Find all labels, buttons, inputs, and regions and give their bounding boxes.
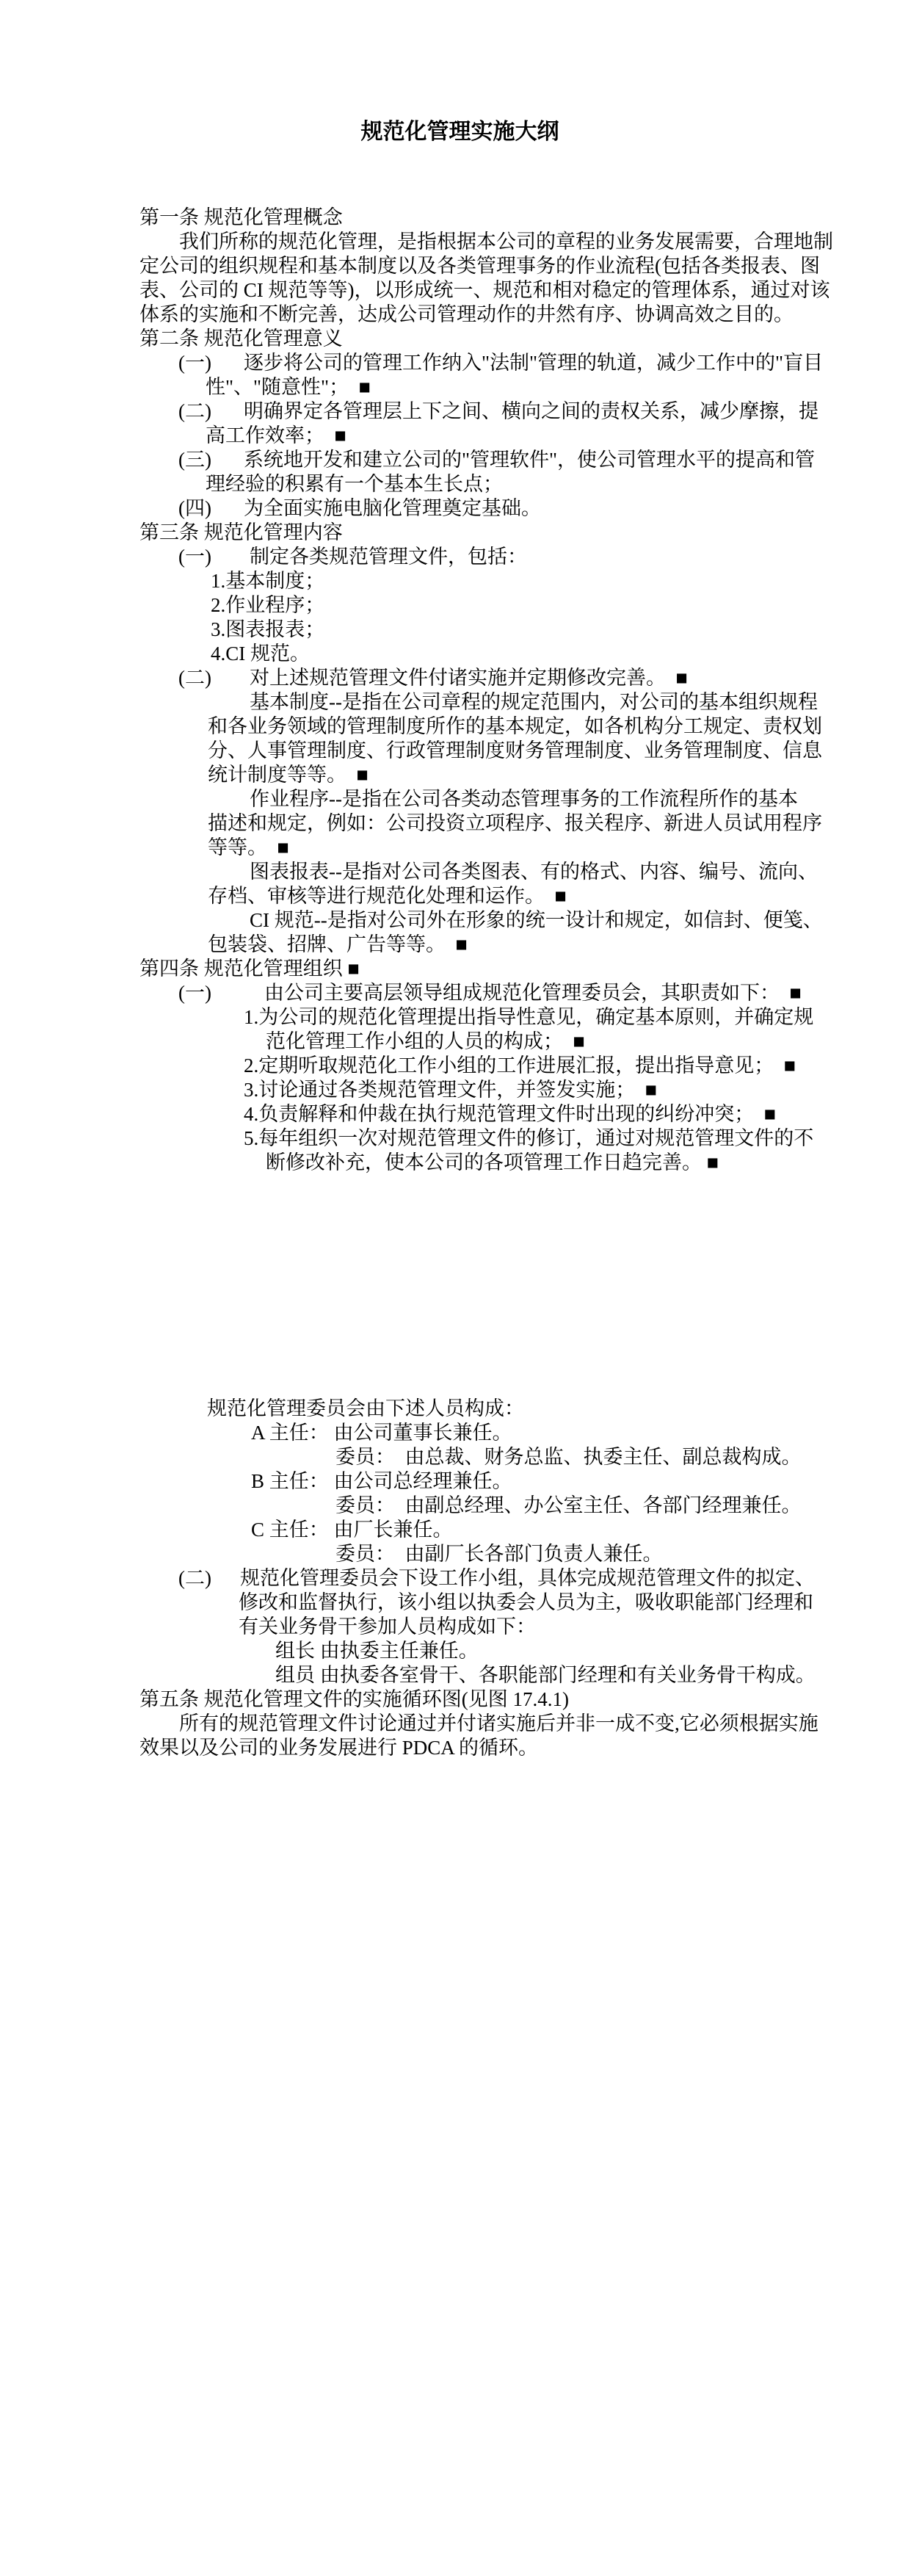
- text-run: 由公司主要高层领导组成规范化管理委员会，其职责如下： ■: [264, 982, 802, 1004]
- text-run: 委员： 由总裁、财务总监、执委主任、副总裁构成。: [335, 1446, 802, 1468]
- text-run: 定公司的组织规程和基本制度以及各类管理事务的作业流程(包括各类报表、图: [139, 255, 820, 277]
- text-line: [0, 1615, 911, 1639]
- text-run: 组员 由执委各室骨干、各职能部门经理和有关业务骨干构成。: [275, 1664, 816, 1686]
- text-run: 逐步将公司的管理工作纳入"法制"管理的轨道，减少工作中的"盲目: [244, 352, 824, 374]
- text-line: [0, 230, 911, 254]
- text-line: [0, 1102, 911, 1126]
- text-run: 我们所称的规范化管理，是指根据本公司的章程的业务发展需要，合理地制: [179, 231, 833, 253]
- text-run: 4.CI 规范。: [211, 643, 310, 665]
- text-run: 基本制度--是指在公司章程的规定范围内，对公司的基本组织规程: [250, 691, 818, 713]
- list-item-label: (三): [178, 449, 211, 471]
- text-line: [0, 1078, 911, 1102]
- text-run: 3.讨论通过各类规范管理文件，并签发实施； ■: [244, 1079, 658, 1101]
- text-line: [0, 1151, 911, 1175]
- text-run: 系统地开发和建立公司的"管理软件"，使公司管理水平的提高和管: [244, 449, 816, 471]
- text-line: [0, 884, 911, 908]
- text-line: [0, 811, 911, 836]
- text-line: [0, 1518, 911, 1542]
- text-line: [0, 424, 911, 448]
- text-run: 第一条 规范化管理概念: [139, 206, 343, 228]
- text-run: 表、公司的 CI 规范等等)，以形成统一、规范和相对稳定的管理体系，通过对该: [139, 279, 830, 301]
- text-run: 所有的规范管理文件讨论通过并付诸实施后并非一成不变,它必须根据实施: [179, 1712, 819, 1734]
- text-run: 组长 由执委主任兼任。: [275, 1640, 479, 1662]
- text-run: 1.为公司的规范化管理提出指导性意见，确定基本原则，并确定规: [244, 1006, 814, 1028]
- text-line: [0, 1639, 911, 1663]
- text-line: [0, 496, 911, 521]
- text-run: 高工作效率； ■: [206, 424, 346, 446]
- text-run: 和各业务领域的管理制度所作的基本规定，如各机构分工规定、责权划: [208, 715, 822, 737]
- text-run: 制定各类规范管理文件，包括：: [250, 546, 527, 568]
- text-run: 为全面实施电脑化管理奠定基础。: [244, 497, 541, 519]
- text-run: 描述和规定，例如：公司投资立项程序、报关程序、新进人员试用程序: [208, 812, 822, 834]
- text-line: [0, 1712, 911, 1736]
- text-line: [0, 908, 911, 933]
- text-line: [0, 714, 911, 739]
- document-body: [0, 206, 911, 1760]
- text-run: B 主任： 由公司总经理兼任。: [251, 1470, 512, 1492]
- text-line: [0, 981, 911, 1005]
- text-run: 性"、"随意性"； ■: [206, 376, 371, 398]
- text-line: [0, 399, 911, 424]
- text-run: 委员： 由副总经理、办公室主任、各部门经理兼任。: [335, 1494, 802, 1516]
- list-item-label: (二): [178, 1567, 211, 1589]
- text-run: 图表报表--是指对公司各类图表、有的格式、内容、编号、流向、: [250, 861, 818, 883]
- text-run: 2.定期听取规范化工作小组的工作进展汇报，提出指导意见； ■: [244, 1054, 796, 1077]
- text-run: CI 规范--是指对公司外在形象的统一设计和规定，如信封、便笺、: [250, 909, 823, 931]
- text-run: 2.作业程序；: [211, 594, 325, 616]
- text-run: 规范化管理委员会由下述人员构成：: [207, 1397, 524, 1419]
- text-line: [0, 1566, 911, 1591]
- text-line: [0, 618, 911, 642]
- list-item-label: (一): [178, 546, 211, 568]
- text-line: [0, 521, 911, 545]
- list-item-label: (二): [178, 400, 211, 422]
- text-line: [0, 1445, 911, 1469]
- text-run: 第二条 规范化管理意义: [139, 328, 343, 350]
- text-run: 第五条 规范化管理文件的实施循环图(见图 17.4.1): [139, 1688, 569, 1710]
- text-run: 范化管理工作小组的人员的构成； ■: [266, 1030, 585, 1052]
- text-run: 对上述规范管理文件付诸实施并定期修改完善。 ■: [250, 667, 688, 689]
- text-line: [0, 642, 911, 666]
- text-line: [0, 860, 911, 884]
- text-run: 1.基本制度；: [211, 570, 325, 592]
- text-line: [0, 1469, 911, 1494]
- text-run: 修改和监督执行，该小组以执委会人员为主，吸收职能部门经理和: [239, 1591, 813, 1613]
- text-run: A 主任： 由公司董事长兼任。: [251, 1422, 512, 1444]
- text-line: [0, 1591, 911, 1615]
- text-line: [0, 206, 911, 230]
- vertical-gap: [0, 1175, 911, 1397]
- text-run: 作业程序--是指在公司各类动态管理事务的工作流程所作的基本: [250, 788, 798, 810]
- text-run: 第四条 规范化管理组织 ■: [139, 958, 360, 980]
- page-title: 规范化管理实施大纲: [360, 120, 559, 144]
- text-line: [0, 1687, 911, 1712]
- list-item-label: (一): [178, 352, 211, 374]
- text-run: 规范化管理委员会下设工作小组，具体完成规范管理文件的拟定、: [240, 1567, 815, 1589]
- text-line: [0, 690, 911, 714]
- list-item-label: (四): [178, 497, 211, 519]
- text-run: 分、人事管理制度、行政管理制度财务管理制度、业务管理制度、信息: [208, 739, 822, 761]
- text-line: [0, 1126, 911, 1151]
- text-line: [0, 763, 911, 787]
- text-run: 委员： 由副厂长各部门负责人兼任。: [335, 1543, 663, 1565]
- text-line: [0, 545, 911, 569]
- text-line: [0, 1494, 911, 1518]
- text-line: [0, 303, 911, 327]
- list-item-label: (二): [178, 667, 211, 689]
- text-line: [0, 375, 911, 399]
- text-line: [0, 666, 911, 690]
- text-run: 断修改补充，使本公司的各项管理工作日趋完善。 ■: [266, 1151, 719, 1173]
- text-run: 5.每年组织一次对规范管理文件的修订，通过对规范管理文件的不: [244, 1127, 814, 1149]
- text-run: 包装袋、招牌、广告等等。 ■: [208, 933, 468, 955]
- text-line: [0, 836, 911, 860]
- text-run: 理经验的积累有一个基本生长点；: [206, 473, 503, 495]
- text-run: 效果以及公司的业务发展进行 PDCA 的循环。: [139, 1737, 539, 1759]
- text-run: 存档、审核等进行规范化处理和运作。 ■: [208, 885, 567, 907]
- list-item-label: (一): [178, 982, 211, 1004]
- text-run: C 主任： 由厂长兼任。: [251, 1519, 453, 1541]
- text-line: [0, 1542, 911, 1566]
- text-line: [0, 739, 911, 763]
- text-line: [0, 1030, 911, 1054]
- text-line: [0, 254, 911, 278]
- text-run: 体系的实施和不断完善，达成公司管理动作的井然有序、协调高效之目的。: [139, 303, 794, 325]
- text-run: 第三条 规范化管理内容: [139, 521, 343, 543]
- text-line: [0, 448, 911, 472]
- text-line: [0, 1054, 911, 1078]
- text-line: [0, 593, 911, 618]
- text-run: 统计制度等等。 ■: [208, 764, 369, 786]
- text-run: 4.负责解释和仲裁在执行规范管理文件时出现的纠纷冲突； ■: [244, 1103, 777, 1125]
- text-run: 3.图表报表；: [211, 618, 325, 640]
- text-line: [0, 1397, 911, 1421]
- text-line: [0, 1421, 911, 1445]
- text-line: [0, 933, 911, 957]
- text-run: 等等。 ■: [208, 836, 289, 858]
- text-line: [0, 1736, 911, 1760]
- text-line: [0, 1005, 911, 1030]
- text-line: [0, 327, 911, 351]
- text-line: [0, 569, 911, 593]
- text-line: [0, 957, 911, 981]
- text-run: 明确界定各管理层上下之间、横向之间的责权关系，减少摩擦，提: [244, 400, 819, 422]
- text-line: [0, 787, 911, 811]
- text-line: [0, 472, 911, 496]
- text-line: [0, 278, 911, 303]
- text-line: [0, 351, 911, 375]
- text-run: 有关业务骨干参加人员构成如下：: [239, 1616, 536, 1638]
- text-line: [0, 1663, 911, 1687]
